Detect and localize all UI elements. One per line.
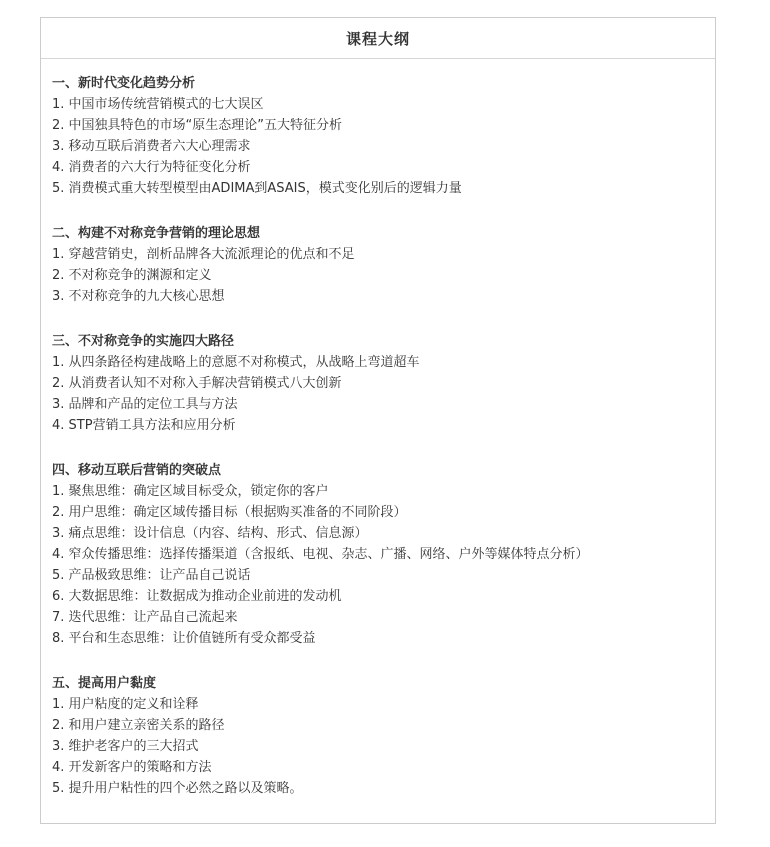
- list-item: 3. 不对称竞争的九大核心思想: [52, 289, 225, 304]
- section-item-list: [52, 244, 715, 307]
- list-item: 8. 平台和生态思维：让价值链所有受众都受益: [52, 631, 316, 646]
- outline-title: 课程大纲: [345, 29, 410, 48]
- section-heading: 五、提高用户黏度: [52, 676, 157, 691]
- list-item: 2. 中国独具特色的市场“原生态理论”五大特征分析: [52, 118, 343, 133]
- section-item-list: [52, 94, 715, 199]
- list-item: 5. 产品极致思维：让产品自己说话: [52, 568, 251, 583]
- course-outline-panel: [40, 17, 716, 824]
- list-item: 3. 品牌和产品的定位工具与方法: [52, 397, 238, 412]
- list-item: 4. 开发新客户的策略和方法: [52, 760, 212, 775]
- list-item: 1. 中国市场传统营销模式的七大误区: [52, 97, 264, 112]
- list-item: 4. STP营销工具方法和应用分析: [52, 418, 236, 433]
- list-item: 1. 用户粘度的定义和诠释: [52, 697, 199, 712]
- outline-section: [52, 331, 715, 436]
- section-heading: 三、不对称竞争的实施四大路径: [52, 334, 235, 349]
- list-item: 2. 用户思维：确定区域传播目标（根据购买准备的不同阶段）: [52, 505, 407, 520]
- list-item: 2. 不对称竞争的渊源和定义: [52, 268, 212, 283]
- list-item: 3. 痛点思维：设计信息（内容、结构、形式、信息源）: [52, 526, 368, 541]
- list-item: 4. 窄众传播思维：选择传播渠道（含报纸、电视、杂志、广播、网络、户外等媒体特点分析）: [52, 547, 589, 562]
- section-item-list: [52, 694, 715, 799]
- list-item: 5. 提升用户粘性的四个必然之路以及策略。: [52, 781, 303, 796]
- list-item: 1. 聚焦思维：确定区域目标受众，锁定你的客户: [52, 484, 329, 499]
- list-item: 3. 维护老客户的三大招式: [52, 739, 199, 754]
- section-heading: 一、新时代变化趋势分析: [52, 76, 196, 91]
- list-item: 3. 移动互联后消费者六大心理需求: [52, 139, 251, 154]
- list-item: 4. 消费者的六大行为特征变化分析: [52, 160, 251, 175]
- section-heading: 四、移动互联后营销的突破点: [52, 463, 222, 478]
- outline-section: [52, 460, 715, 649]
- list-item: 5. 消费模式重大转型模型由ADIMA到ASAIS，模式变化别后的逻辑力量: [52, 181, 462, 196]
- outline-body: [41, 59, 715, 799]
- outline-section: [52, 73, 715, 199]
- list-item: 2. 从消费者认知不对称入手解决营销模式八大创新: [52, 376, 342, 391]
- list-item: 2. 和用户建立亲密关系的路径: [52, 718, 225, 733]
- section-heading: 二、构建不对称竞争营销的理论思想: [52, 226, 261, 241]
- list-item: 7. 迭代思维：让产品自己流起来: [52, 610, 238, 625]
- section-item-list: [52, 352, 715, 436]
- outline-header: [41, 18, 715, 59]
- list-item: 6. 大数据思维：让数据成为推动企业前进的发动机: [52, 589, 342, 604]
- list-item: 1. 穿越营销史，剖析品牌各大流派理论的优点和不足: [52, 247, 355, 262]
- section-item-list: [52, 481, 715, 649]
- outline-section: [52, 673, 715, 799]
- list-item: 1. 从四条路径构建战略上的意愿不对称模式，从战略上弯道超车: [52, 355, 420, 370]
- outline-section: [52, 223, 715, 307]
